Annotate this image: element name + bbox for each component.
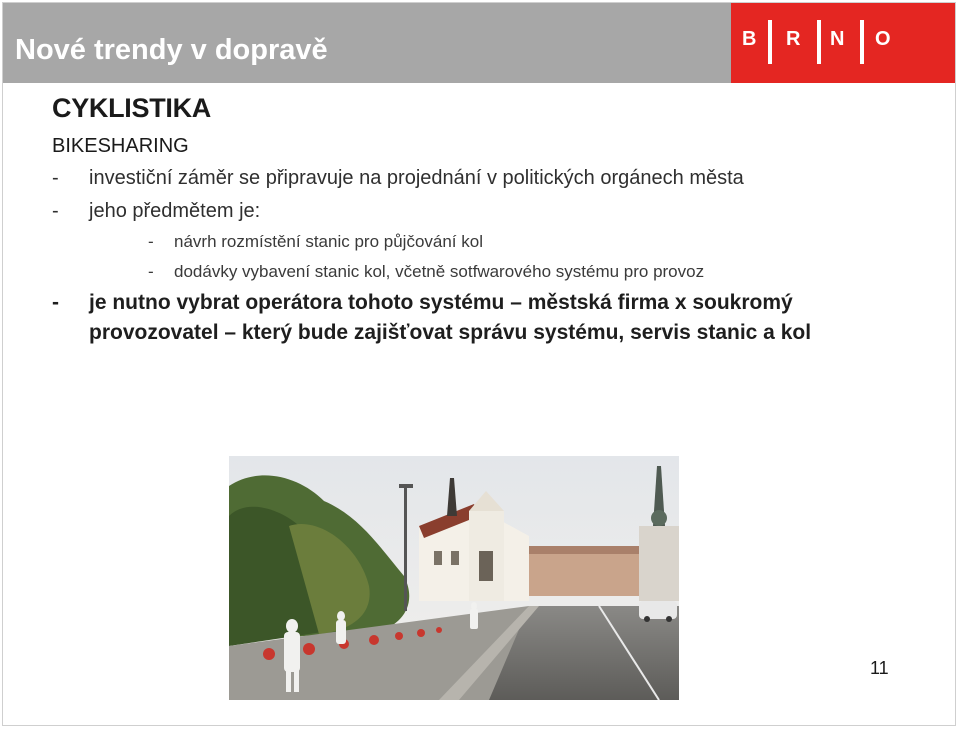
bullet-item xyxy=(52,197,912,225)
bullet-item xyxy=(52,288,912,348)
logo-letter-n: N xyxy=(830,28,845,50)
section-heading: CYKLISTIKA xyxy=(52,93,212,123)
logo-letter-o: O xyxy=(875,28,891,50)
slide-content xyxy=(52,92,912,348)
bullet-item xyxy=(52,164,912,192)
logo-letter-r: R xyxy=(786,28,801,50)
brno-logo xyxy=(731,3,955,83)
logo-separator xyxy=(860,20,864,64)
bullet-dash: - xyxy=(52,291,59,314)
bullet-text: jeho předmětem je: xyxy=(89,200,261,222)
bullet-dash: - xyxy=(52,167,59,189)
logo-separator xyxy=(768,20,772,64)
slide-title: Nové trendy v dopravě xyxy=(15,34,328,66)
bullet-text: návrh rozmístění stanic pro půjčování kol xyxy=(174,232,483,251)
street-photo xyxy=(229,456,679,700)
bullet-dash: - xyxy=(148,262,154,281)
page-number: 11 xyxy=(870,658,889,678)
bullet-dash: - xyxy=(52,200,59,222)
bullet-dash: - xyxy=(148,232,154,251)
bullet-text: dodávky vybavení stanic kol, včetně sotfwarového systému pro provoz xyxy=(174,262,705,281)
sub-bullet-item xyxy=(52,228,912,255)
sub-bullet-item xyxy=(52,258,912,285)
logo-separator xyxy=(817,20,821,64)
bullet-text: investiční záměr se připravuje na projednání v politických orgánech města xyxy=(89,167,744,189)
bullet-text: je nutno vybrat operátora tohoto systému – městská firma x soukromý provozovatel – který bude zajišťovat správu systému, servis stanic a kol xyxy=(89,291,812,344)
logo-letter-b: B xyxy=(742,28,757,50)
section-subheading: BIKESHARING xyxy=(52,135,189,157)
